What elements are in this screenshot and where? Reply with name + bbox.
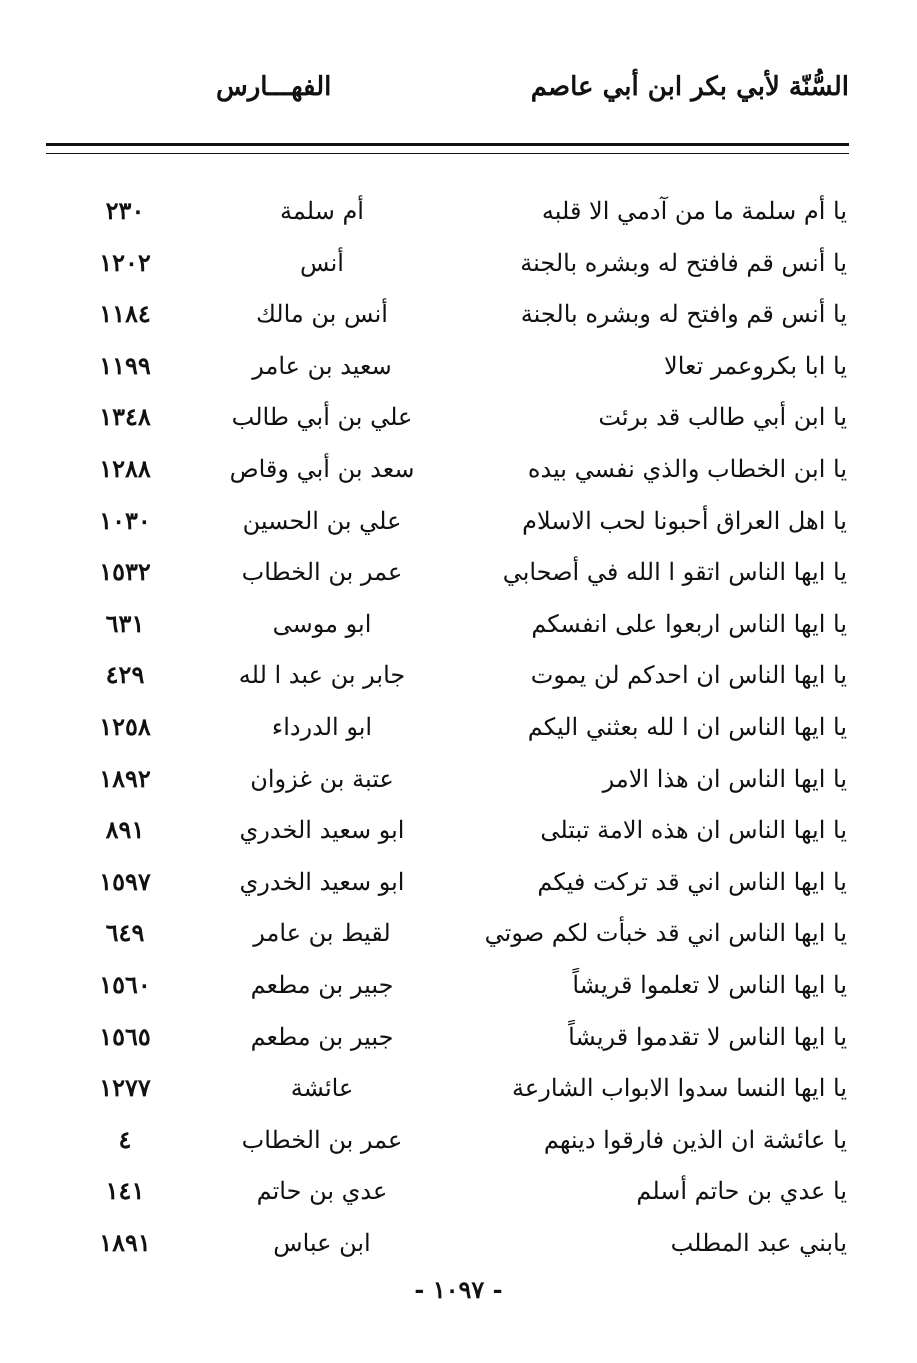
hadith-number: ١٥٦٥ bbox=[99, 1021, 151, 1051]
hadith-phrase: يا ايها الناس اني قد تركت فيكم bbox=[537, 867, 847, 896]
narrator-name: جابر بن عبد ا لله bbox=[238, 661, 406, 690]
hadith-phrase: يا أم سلمة ما من آدمي الا قلبه bbox=[541, 197, 847, 225]
hadith-number: ١٥٦٠ bbox=[99, 969, 151, 999]
book-title: السُّنّة لأبي بكر ابن أبي عاصم bbox=[530, 72, 849, 102]
index-row bbox=[0, 861, 917, 913]
hadith-phrase: يا عائشة ان الذين فارقوا دينهم bbox=[543, 1125, 847, 1154]
index-row bbox=[0, 912, 917, 964]
hadith-phrase: يا ايها الناس ان هذه الامة تبتلى bbox=[540, 816, 847, 845]
narrator-name: جبير بن مطعم bbox=[250, 1022, 394, 1051]
index-row bbox=[0, 448, 917, 500]
narrator-name: سعد بن أبي وقاص bbox=[229, 454, 415, 483]
index-row bbox=[0, 809, 917, 861]
index-row bbox=[0, 242, 917, 294]
page-header bbox=[46, 72, 849, 112]
narrator-name: سعيد بن عامر bbox=[252, 351, 392, 380]
hadith-phrase: يا ايها الناس ان ا لله بعثني اليكم bbox=[527, 712, 847, 741]
hadith-number: ١١٩٩ bbox=[99, 350, 151, 380]
narrator-name: ابن عباس bbox=[273, 1228, 371, 1257]
hadith-number: ٤٢٩ bbox=[105, 660, 145, 690]
narrator-name: عدي بن حاتم bbox=[256, 1177, 388, 1206]
narrator-name: علي بن الحسين bbox=[242, 506, 402, 535]
hadith-number: ١٨٩٢ bbox=[99, 763, 151, 793]
narrator-name: علي بن أبي طالب bbox=[231, 403, 413, 432]
hadith-phrase: يا أنس قم وافتح له وبشره بالجنة bbox=[520, 300, 847, 329]
index-row bbox=[0, 603, 917, 655]
hadith-number: ١٢٧٧ bbox=[99, 1073, 151, 1103]
index-row bbox=[0, 1119, 917, 1171]
narrator-name: عمر بن الخطاب bbox=[241, 558, 403, 587]
hadith-phrase: يا ايها الناس اني قد خبأت لكم صوتي bbox=[484, 919, 847, 948]
header-rule-thick bbox=[46, 143, 849, 146]
narrator-name: عائشة bbox=[290, 1074, 354, 1103]
index-row bbox=[0, 551, 917, 603]
hadith-phrase: يا ابن أبي طالب قد برئت bbox=[598, 403, 847, 432]
index-row bbox=[0, 190, 917, 242]
hadith-number: ١٢٠٢ bbox=[99, 247, 151, 277]
hadith-phrase: يا ابن الخطاب والذي نفسي بيده bbox=[527, 454, 847, 483]
narrator-name: عمر بن الخطاب bbox=[241, 1125, 403, 1154]
hadith-number: ١٨٩١ bbox=[99, 1227, 151, 1257]
narrator-name: أنس bbox=[300, 248, 344, 277]
narrator-name: ابو موسى bbox=[272, 609, 372, 638]
index-row bbox=[0, 706, 917, 758]
hadith-phrase: يا ايها الناس لا تعلموا قريشاً bbox=[572, 970, 847, 999]
narrator-name: ابو سعيد الخدري bbox=[239, 867, 405, 896]
hadith-phrase: يا ايها الناس اتقو ا الله في أصحابي bbox=[502, 558, 847, 587]
section-title: الفهـــارس bbox=[216, 72, 332, 102]
narrator-name: ابو الدرداء bbox=[271, 712, 373, 741]
hadith-phrase: يا ايها الناس لا تقدموا قريشاً bbox=[568, 1022, 847, 1051]
hadith-phrase: يا ايها الناس اربعوا على انفسكم bbox=[531, 609, 847, 638]
hadith-number: ٤ bbox=[118, 1124, 132, 1154]
hadith-phrase: يا ابا بكروعمر تعالا bbox=[664, 351, 847, 380]
narrator-name: أنس بن مالك bbox=[256, 300, 388, 329]
hadith-number: ١٢٨٨ bbox=[99, 453, 151, 483]
narrator-name: عتبة بن غزوان bbox=[250, 764, 394, 793]
hadith-number: ١٥٩٧ bbox=[99, 866, 151, 896]
index-row bbox=[0, 396, 917, 448]
hadith-number: ١٣٤٨ bbox=[99, 402, 151, 432]
header-rule-thin bbox=[46, 153, 849, 154]
narrator-name: ابو سعيد الخدري bbox=[239, 816, 405, 845]
hadith-number: ٦٣١ bbox=[105, 608, 145, 638]
narrator-name: لقيط بن عامر bbox=[253, 919, 391, 948]
index-row bbox=[0, 964, 917, 1016]
hadith-phrase: يا اهل العراق أحبونا لحب الاسلام bbox=[522, 506, 847, 535]
hadith-number: ٨٩١ bbox=[105, 815, 145, 845]
page-number: - ١٠٩٧ - bbox=[414, 1275, 503, 1304]
hadith-phrase: يا ايها النسا سدوا الابواب الشارعة bbox=[512, 1074, 847, 1103]
hadith-number: ١١٨٤ bbox=[99, 299, 151, 329]
index-row bbox=[0, 758, 917, 810]
index-row bbox=[0, 1016, 917, 1068]
index-row bbox=[0, 293, 917, 345]
hadith-phrase: يا ايها الناس ان هذا الامر bbox=[602, 764, 847, 793]
hadith-number: ١٠٣٠ bbox=[99, 505, 151, 535]
index-row bbox=[0, 500, 917, 552]
index-row bbox=[0, 1067, 917, 1119]
index-row bbox=[0, 654, 917, 706]
index-row bbox=[0, 1170, 917, 1222]
narrator-name: أم سلمة bbox=[280, 197, 364, 225]
index-entries bbox=[0, 190, 917, 1273]
hadith-phrase: يابني عبد المطلب bbox=[670, 1228, 847, 1257]
hadith-phrase: يا ايها الناس ان احدكم لن يموت bbox=[530, 661, 847, 690]
hadith-phrase: يا أنس قم فافتح له وبشره بالجنة bbox=[520, 248, 847, 277]
hadith-number: ١٥٣٢ bbox=[99, 557, 151, 587]
hadith-phrase: يا عدي بن حاتم أسلم bbox=[636, 1177, 847, 1206]
hadith-number: ٢٣٠ bbox=[105, 196, 145, 225]
hadith-number: ٦٤٩ bbox=[105, 918, 145, 948]
index-row bbox=[0, 345, 917, 397]
hadith-number: ١٢٥٨ bbox=[99, 711, 151, 741]
hadith-number: ١٤١ bbox=[105, 1176, 145, 1206]
index-row bbox=[0, 1222, 917, 1274]
narrator-name: جبير بن مطعم bbox=[250, 970, 394, 999]
